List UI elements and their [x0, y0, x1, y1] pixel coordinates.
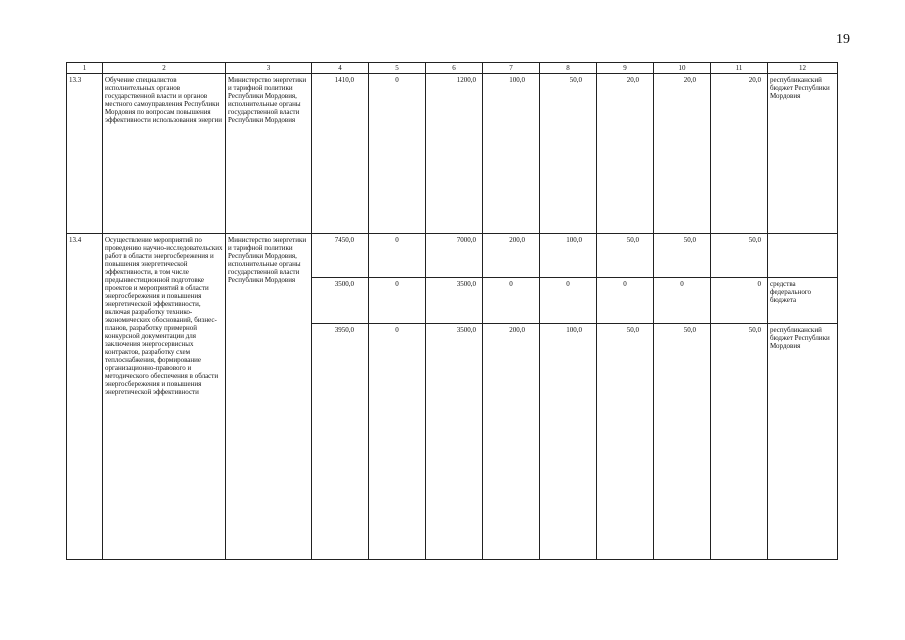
funding-source: республиканский бюджет Республики Мордовия [768, 74, 838, 234]
page-number: 19 [836, 32, 850, 47]
year-value: 200,0 [483, 324, 540, 560]
column-header: 10 [654, 63, 711, 74]
total-value: 1410,0 [312, 74, 369, 234]
year-value: 0 [369, 278, 426, 324]
total-value: 3500,0 [312, 278, 369, 324]
year-value: 50,0 [654, 234, 711, 278]
year-value: 100,0 [540, 324, 597, 560]
column-header: 5 [369, 63, 426, 74]
year-value: 20,0 [597, 74, 654, 234]
event-description: Осуществление мероприятий по проведению научно-исследовательских работ в области энергосбережения и повышения энергетической эффективности, в том числе предынвестиционной подготовке проектов и мероприятий в области энергосбережения и повышения энергетической эффективности, включая разработку технико-экономических обоснований, бизнес-планов, разработку примерной конкурсной документации для заключения энергосервисных контрактов, разработку схем теплоснабжения, формирование организационно-правового и методического обеспечения в области энергосбережения и повышения энергетической эффективности [103, 234, 226, 560]
funding-source: республиканский бюджет Республики Мордовия [768, 324, 838, 560]
executor: Министерство энергетики и тарифной политики Республики Мордовия, исполнительные органы государственной власти Республики Мордовия [226, 74, 312, 234]
event-description: Обучение специалистов исполнительных органов государственной власти и органов местного самоуправления Республики Мордовия по вопросам повышения эффективности использования энергии [103, 74, 226, 234]
year-value: 3500,0 [426, 278, 483, 324]
year-value: 7000,0 [426, 234, 483, 278]
year-value: 0 [369, 324, 426, 560]
column-header: 9 [597, 63, 654, 74]
funding-source: средства федерального бюджета [768, 278, 838, 324]
funding-source [768, 234, 838, 278]
year-value: 0 [540, 278, 597, 324]
executor: Министерство энергетики и тарифной политики Республики Мордовия, исполнительные органы государственной власти Республики Мордовия [226, 234, 312, 560]
year-value: 1200,0 [426, 74, 483, 234]
column-header: 4 [312, 63, 369, 74]
year-value: 50,0 [597, 234, 654, 278]
table-row [67, 234, 838, 278]
year-value: 0 [654, 278, 711, 324]
column-header: 7 [483, 63, 540, 74]
program-table [66, 62, 838, 560]
column-header: 12 [768, 63, 838, 74]
column-header: 8 [540, 63, 597, 74]
year-value: 200,0 [483, 234, 540, 278]
row-number: 13.3 [67, 74, 103, 234]
year-value: 0 [483, 278, 540, 324]
year-value: 20,0 [711, 74, 768, 234]
year-value: 20,0 [654, 74, 711, 234]
column-header: 1 [67, 63, 103, 74]
column-header: 2 [103, 63, 226, 74]
row-number: 13.4 [67, 234, 103, 560]
total-value: 3950,0 [312, 324, 369, 560]
total-value: 7450,0 [312, 234, 369, 278]
year-value: 0 [369, 74, 426, 234]
header-row [67, 63, 838, 74]
year-value: 50,0 [711, 324, 768, 560]
year-value: 50,0 [597, 324, 654, 560]
column-header: 3 [226, 63, 312, 74]
year-value: 0 [711, 278, 768, 324]
year-value: 3500,0 [426, 324, 483, 560]
year-value: 100,0 [540, 234, 597, 278]
year-value: 0 [369, 234, 426, 278]
column-header: 6 [426, 63, 483, 74]
year-value: 50,0 [654, 324, 711, 560]
year-value: 50,0 [540, 74, 597, 234]
year-value: 100,0 [483, 74, 540, 234]
year-value: 0 [597, 278, 654, 324]
table-row [67, 74, 838, 234]
year-value: 50,0 [711, 234, 768, 278]
column-header: 11 [711, 63, 768, 74]
